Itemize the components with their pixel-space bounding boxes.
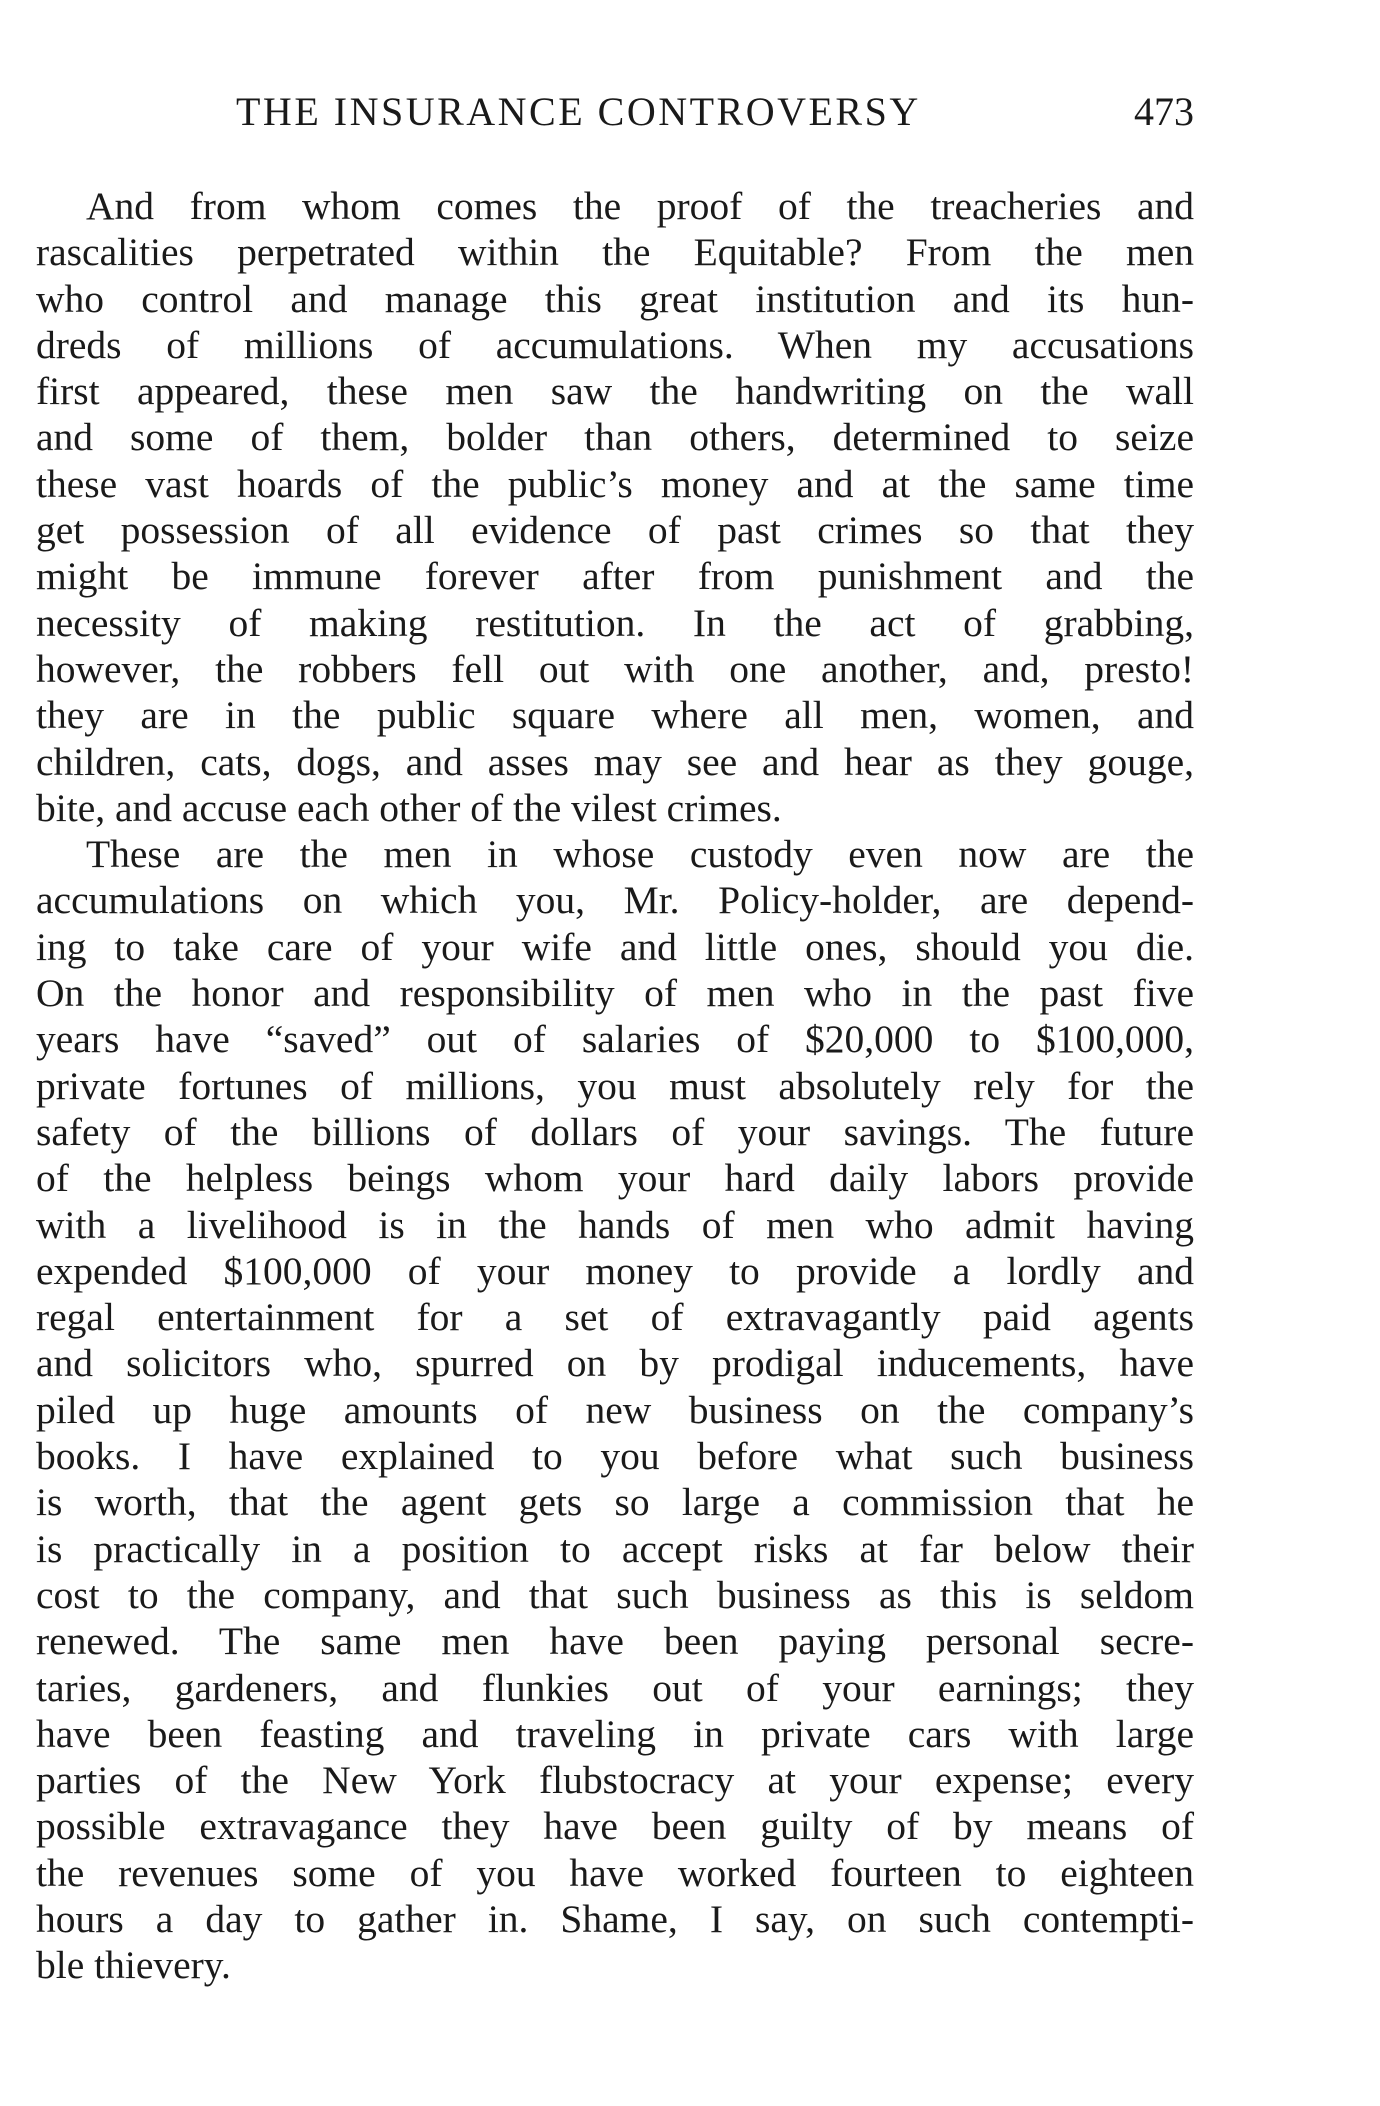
text-line: And from whom comes the proof of the treacheries and [86, 184, 1194, 228]
text-line: safety of the billions of dollars of your savings. The future [36, 1109, 1194, 1154]
text-line: the revenues some of you have worked fourteen to eighteen [36, 1850, 1194, 1895]
running-head [0, 82, 1380, 142]
text-line: books. I have explained to you before what such business [36, 1434, 1194, 1479]
text-line: of the helpless beings whom your hard daily labors provide [36, 1156, 1194, 1201]
text-line: is practically in a position to accept risks at far below their [36, 1526, 1194, 1571]
text-line: private fortunes of millions, you must absolutely rely for the [36, 1063, 1194, 1108]
text-line: first appeared, these men saw the handwriting on the wall [36, 369, 1194, 414]
text-line: ble thievery. [36, 1943, 231, 1988]
text-line: taries, gardeners, and flunkies out of your earnings; they [36, 1665, 1194, 1710]
text-line: dreds of millions of accumulations. When my accusations [36, 322, 1194, 367]
text-line: and solicitors who, spurred on by prodigal inducements, have [36, 1341, 1194, 1386]
text-line: is worth, that the agent gets so large a commission that he [36, 1480, 1194, 1525]
text-line: get possession of all evidence of past crimes so that they [36, 508, 1194, 553]
body-text [36, 183, 1194, 1989]
text-line: have been feasting and traveling in private cars with large [36, 1711, 1194, 1756]
text-line: expended $100,000 of your money to provide a lordly and [36, 1248, 1194, 1293]
text-line: these vast hoards of the public’s money and at the same time [36, 461, 1194, 506]
text-line: might be immune forever after from punishment and the [36, 554, 1194, 599]
text-line: and some of them, bolder than others, determined to seize [36, 415, 1194, 460]
text-line: hours a day to gather in. Shame, I say, on such contempti- [36, 1896, 1194, 1941]
text-line: On the honor and responsibility of men who in the past five [36, 971, 1194, 1016]
text-line: regal entertainment for a set of extravagantly paid agents [36, 1295, 1194, 1340]
text-line: rascalities perpetrated within the Equitable? From the men [36, 230, 1194, 275]
text-line: years have “saved” out of salaries of $20,000 to $100,000, [36, 1017, 1194, 1062]
running-title: THE INSURANCE CONTROVERSY [236, 89, 921, 134]
text-line: children, cats, dogs, and asses may see and hear as they gouge, [36, 739, 1194, 784]
paragraph [36, 183, 1194, 831]
text-line: accumulations on which you, Mr. Policy-holder, are depend- [36, 878, 1194, 923]
text-line: possible extravagance they have been guilty of by means of [36, 1804, 1194, 1849]
text-line: cost to the company, and that such business as this is seldom [36, 1572, 1194, 1617]
text-line: These are the men in whose custody even now are the [86, 832, 1194, 877]
text-line: ing to take care of your wife and little ones, should you die. [36, 924, 1194, 969]
text-line: necessity of making restitution. In the act of grabbing, [36, 600, 1194, 645]
text-line: renewed. The same men have been paying personal secre- [36, 1619, 1194, 1664]
text-line: piled up huge amounts of new business on the company’s [36, 1387, 1194, 1432]
text-line: parties of the New York flubstocracy at your expense; every [36, 1758, 1194, 1803]
page-number: 473 [1134, 89, 1194, 134]
text-line: however, the robbers fell out with one another, and, presto! [36, 646, 1194, 691]
text-line: who control and manage this great institution and its hun- [36, 276, 1194, 321]
text-line: bite, and accuse each other of the vilest crimes. [36, 785, 782, 830]
text-line: they are in the public square where all men, women, and [36, 693, 1194, 738]
paragraph [36, 831, 1194, 1988]
text-line: with a livelihood is in the hands of men who admit having [36, 1202, 1194, 1247]
